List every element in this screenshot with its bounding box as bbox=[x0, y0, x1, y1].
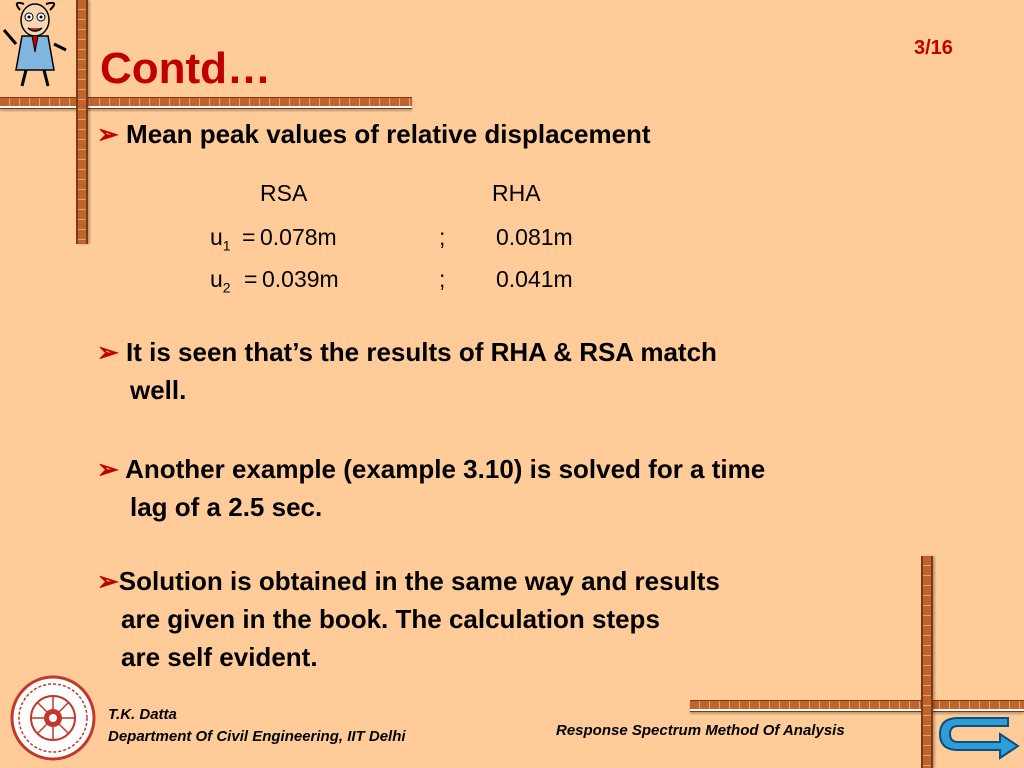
left-brick-post bbox=[76, 0, 88, 244]
bullet-text-line1: Solution is obtained in the same way and results bbox=[118, 566, 720, 596]
bullet-text-line2: well. bbox=[130, 375, 187, 405]
row-rsa-value: 0.039m bbox=[262, 266, 339, 292]
row-subscript: 1 bbox=[222, 237, 231, 254]
footer-author: T.K. Datta bbox=[108, 706, 177, 723]
bullet-text-line1: Another example (example 3.10) is solved for a time bbox=[125, 454, 766, 484]
bullet-arrow-icon: ➢ bbox=[97, 454, 119, 484]
row-subscript: 2 bbox=[222, 279, 231, 296]
table-header-rsa: RSA bbox=[260, 180, 308, 206]
bullet-mean-peak bbox=[97, 115, 651, 153]
bullet-results-match bbox=[97, 333, 717, 409]
row-equals: = bbox=[244, 266, 258, 292]
row-equals: = bbox=[242, 224, 256, 250]
bullet-text: Mean peak values of relative displacement bbox=[126, 119, 651, 149]
row-separator: ; bbox=[439, 224, 446, 250]
row-rha-value: 0.081m bbox=[496, 224, 573, 250]
table-row bbox=[210, 224, 610, 256]
return-arrow-icon[interactable] bbox=[936, 712, 1020, 762]
table-header-rha: RHA bbox=[492, 180, 541, 206]
bullet-solution bbox=[97, 562, 720, 676]
slide-title: Contd… bbox=[100, 44, 272, 93]
top-brick-rail bbox=[0, 97, 412, 109]
cartoon-professor-icon bbox=[2, 0, 68, 88]
right-brick-post bbox=[921, 556, 933, 768]
bullet-another-example bbox=[97, 450, 765, 526]
bullet-text-line3: are self evident. bbox=[121, 642, 318, 672]
bullet-text-line2: lag of a 2.5 sec. bbox=[130, 492, 323, 522]
row-variable: u bbox=[210, 266, 223, 292]
footer-course: Response Spectrum Method Of Analysis bbox=[556, 722, 845, 739]
bullet-text-line1: It is seen that’s the results of RHA & RSA match bbox=[126, 337, 717, 367]
row-variable: u bbox=[210, 224, 223, 250]
row-separator: ; bbox=[439, 266, 446, 292]
footer-department: Department Of Civil Engineering, IIT Delhi bbox=[108, 728, 406, 745]
page-number: 3/16 bbox=[914, 37, 953, 59]
row-rsa-value: 0.078m bbox=[260, 224, 337, 250]
bottom-brick-rail bbox=[690, 700, 1024, 712]
bullet-text-line2: are given in the book. The calculation steps bbox=[121, 604, 660, 634]
iit-delhi-logo-icon bbox=[10, 675, 96, 761]
table-row bbox=[210, 266, 610, 298]
bullet-arrow-icon: ➢ bbox=[97, 566, 119, 596]
row-rha-value: 0.041m bbox=[496, 266, 573, 292]
bullet-arrow-icon: ➢ bbox=[97, 337, 119, 367]
bullet-arrow-icon: ➢ bbox=[97, 119, 119, 149]
